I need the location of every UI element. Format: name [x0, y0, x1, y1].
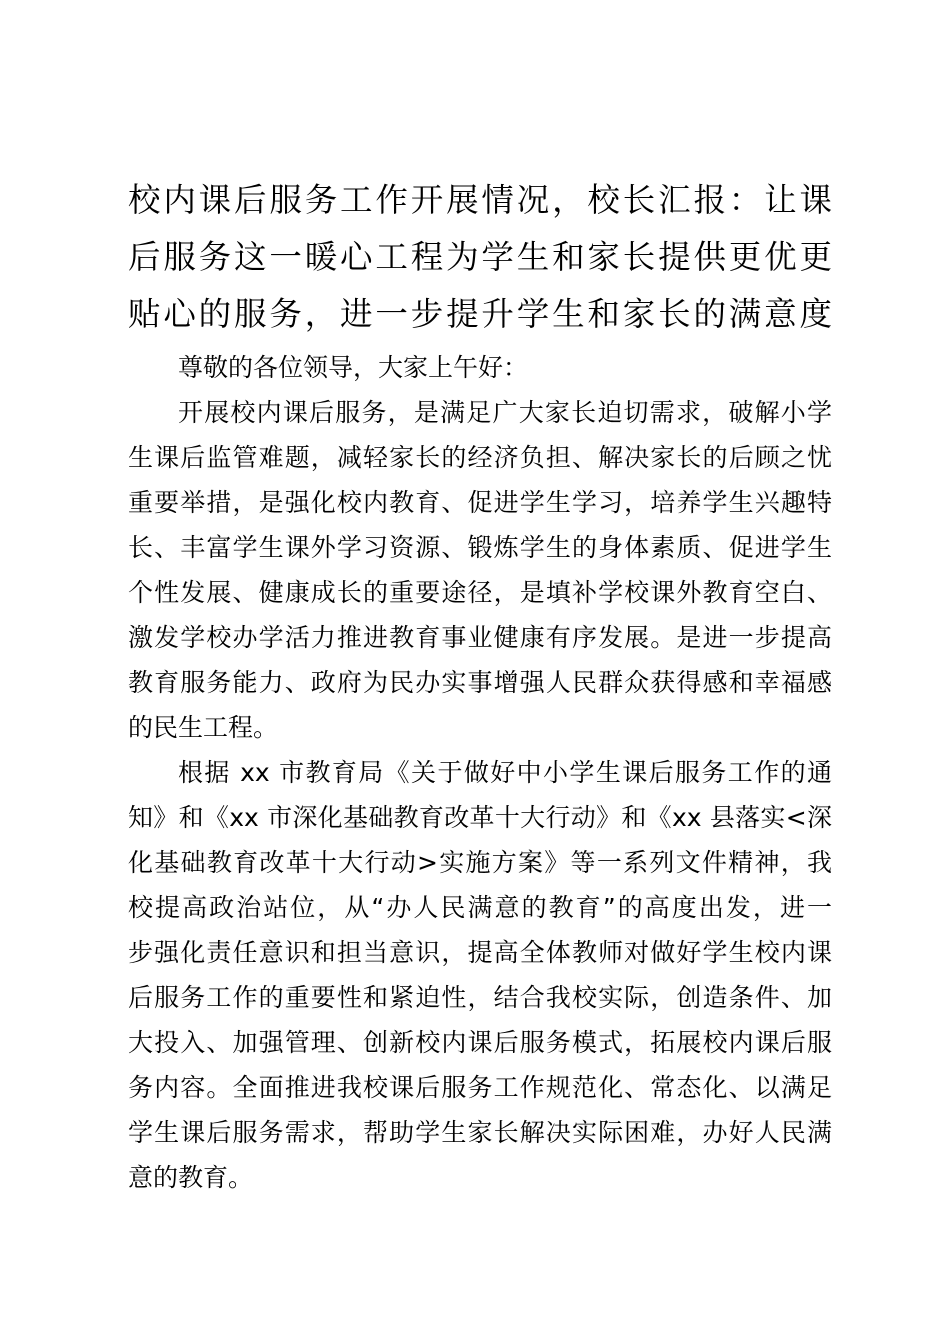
paragraph-line: 生课后监管难题，减轻家长的经济负担、解决家长的后顾之忧 [128, 443, 832, 472]
title-line: 贴心的服务，进一步提升学生和家长的满意度 [128, 295, 832, 333]
paragraph-line: 的民生工程。 [128, 713, 279, 742]
paragraph-line: 大投入、加强管理、创新校内课后服务模式，拓展校内课后服 [128, 1028, 832, 1057]
paragraph-line: 激发学校办学活力推进教育事业健康有序发展。是进一步提高 [128, 623, 832, 652]
title-line: 后服务这一暖心工程为学生和家长提供更优更 [128, 238, 832, 276]
paragraph-line: 长、丰富学生课外学习资源、锻炼学生的身体素质、促进学生 [128, 533, 832, 562]
paragraph-line: 后服务工作的重要性和紧迫性，结合我校实际，创造条件、加 [128, 983, 832, 1012]
greeting-paragraph [128, 345, 832, 390]
paragraph-line: 重要举措，是强化校内教育、促进学生学习，培养学生兴趣特 [128, 488, 832, 517]
paragraph-line: 个性发展、健康成长的重要途径，是填补学校课外教育空白、 [128, 578, 832, 607]
paragraph-line: 意的教育。 [128, 1163, 254, 1192]
paragraph-line: 步强化责任意识和担当意识，提高全体教师对做好学生校内课 [128, 938, 832, 967]
document-page [128, 172, 832, 1200]
document-title [128, 172, 832, 343]
paragraph-line: 务内容。全面推进我校课后服务工作规范化、常态化、以满足 [128, 1073, 832, 1102]
paragraph-line: 校提高政治站位，从“办人民满意的教育”的高度出发，进一 [128, 893, 832, 922]
greeting-line: 尊敬的各位领导，大家上午好： [178, 353, 529, 382]
paragraph-1 [128, 390, 832, 750]
title-line: 校内课后服务工作开展情况，校长汇报：让课 [128, 181, 832, 219]
paragraph-line: 学生课后服务需求，帮助学生家长解决实际困难，办好人民满 [128, 1118, 832, 1147]
document-body [128, 345, 832, 1200]
paragraph-2 [128, 750, 832, 1200]
paragraph-line: 化基础教育改革十大行动>实施方案》等一系列文件精神，我 [128, 848, 832, 877]
paragraph-line: 知》和《xx 市深化基础教育改革十大行动》和《xx 县落实<深 [128, 803, 832, 832]
paragraph-line: 教育服务能力、政府为民办实事增强人民群众获得感和幸福感 [128, 668, 832, 697]
paragraph-line: 根据 xx 市教育局《关于做好中小学生课后服务工作的通 [178, 758, 832, 787]
paragraph-line: 开展校内课后服务，是满足广大家长迫切需求，破解小学 [178, 398, 832, 427]
